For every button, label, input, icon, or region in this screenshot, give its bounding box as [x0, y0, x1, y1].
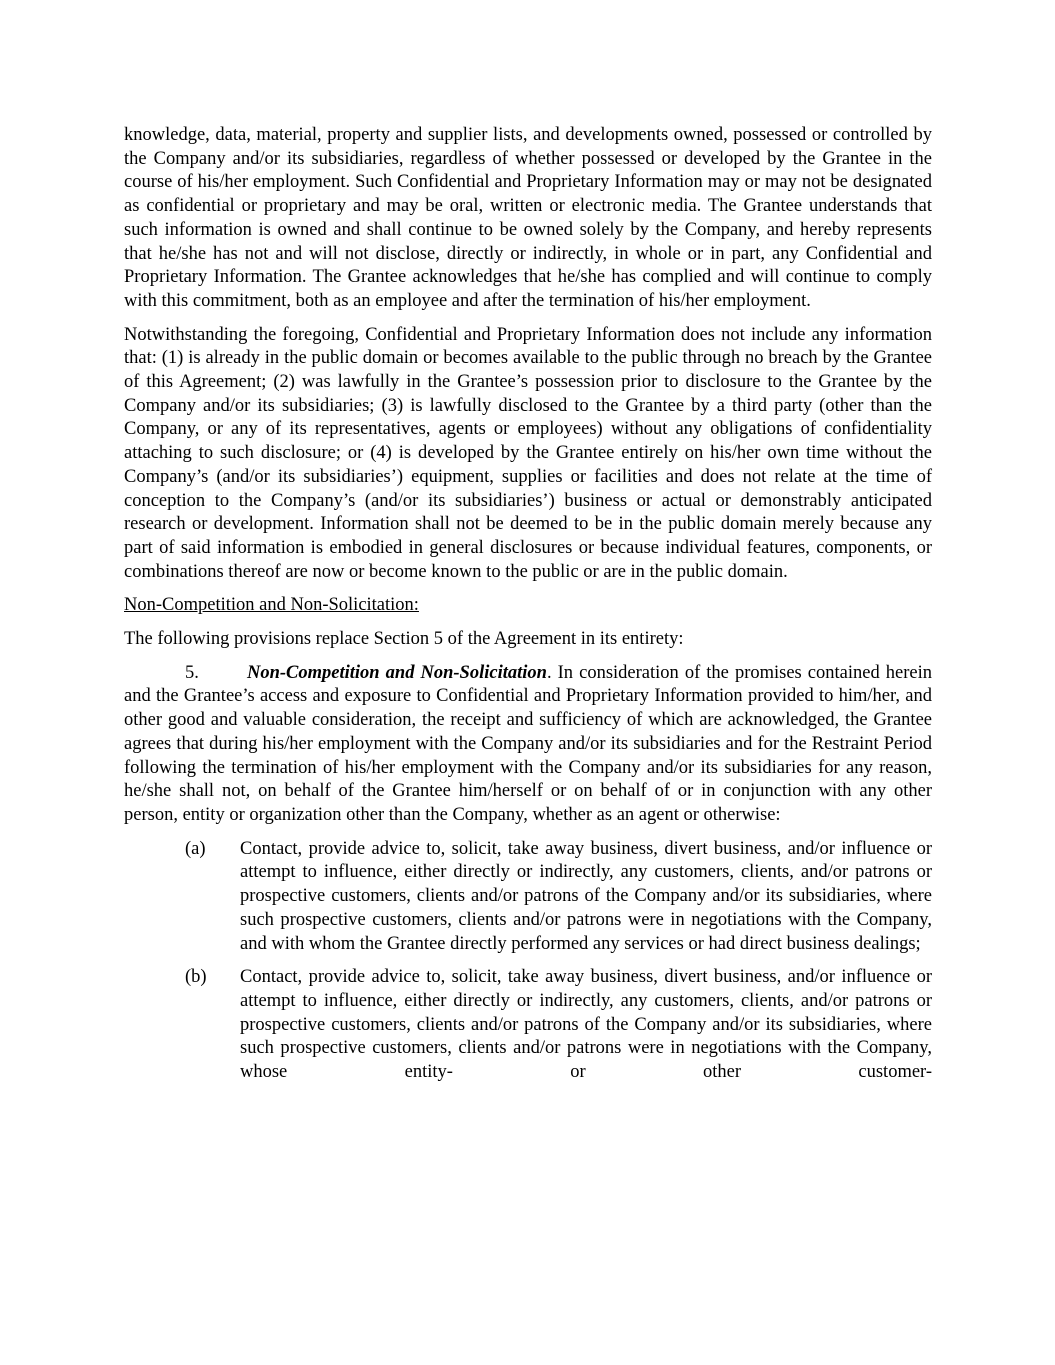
exclusions-paragraph: Notwithstanding the foregoing, Confidential and Proprietary Information does not include any information that: (1) is already in the public domain or becomes available to the public through no breach by the Grantee of this Agreement; (2) was lawfully in the Grantee’s possession prior to disclosure to the Grantee by the Company and/or its subsidiaries; (3) is lawfully disclosed to the Grantee by a third party (other than the Company, or any of its representatives, agents or employees) without any obligations of confidentiality attaching to such disclosure; or (4) is developed by the Grantee entirely on his/her own time without the Company’s (and/or its subsidiaries’) equipment, supplies or facilities and does not relate at the time of conception to the Company’s (and/or its subsidiaries’) business or actual or demonstrably anticipated research or development. Information shall not be deemed to be in the public domain merely because any part of said information is embodied in general disclosures or because individual features, components, or combinations thereof are now or become known to the public or are in the public domain. — [124, 324, 932, 582]
section-title: Non-Competition and Non-Solicitation — [247, 662, 547, 683]
confidentiality-paragraph: knowledge, data, material, property and supplier lists, and developments owned, possessed or controlled by the Company and/or its subsidiaries, regardless of whether possessed or developed by the Grantee in the course of his/her employment. Such Confidential and Proprietary Information may or may not be designated as confidential or proprietary and may be oral, written or electronic media. The Grantee understands that such information is owned and shall continue to be owned solely by the Company, and hereby represents that he/she has not and will not disclose, directly or indirectly, in whole or in part, any Confidential and Proprietary Information. The Grantee acknowledges that he/she has complied and will continue to comply with this commitment, both as an employee and after the termination of his/her employment. — [124, 125, 932, 311]
list-item-label: (b) — [185, 967, 207, 988]
list-item — [124, 966, 932, 1085]
section-number: 5. — [185, 662, 199, 683]
list-item-label: (a) — [185, 838, 206, 859]
list-item-text: Contact, provide advice to, solicit, take away business, divert business, and/or influence or attempt to influence, either directly or indirectly, any customers, clients, and/or patrons or prospective customers, clients and/or patrons of the Company and/or its subsidiaries, where such prospective customers, clients and/or patrons were in negotiations with the Company, whose entity- or other customer- — [240, 967, 932, 1083]
section-title-suffix: . — [546, 662, 552, 683]
section-heading: Non-Competition and Non-Solicitation: — [124, 595, 419, 616]
section-5-paragraph — [124, 662, 932, 828]
document-page — [124, 124, 932, 1095]
list-item-text: Contact, provide advice to, solicit, take away business, divert business, and/or influence or attempt to influence, either directly or indirectly, any customers, clients, and/or patrons or prospective customers, clients and/or patrons of the Company and/or its subsidiaries, where such prospective customers, clients and/or patrons were in negotiations with the Company, and with whom the Grantee directly performed any services or had direct business dealings; — [240, 838, 932, 954]
intro-paragraph: The following provisions replace Section 5 of the Agreement in its entirety: — [124, 629, 684, 650]
list-item — [124, 838, 932, 957]
section-body: In consideration of the promises contained herein and the Grantee’s access and exposure to Confidential and Proprietary Information provided to him/her, and other good and valuable consideration, the receipt and sufficiency of which are acknowledged, the Grantee agrees that during his/her employment with the Company and/or its subsidiaries and for the Restraint Period following the termination of his/her employment with the Company and/or its subsidiaries for any reason, he/she shall not, on behalf of the Grantee him/herself or on behalf of or in conjunction with any other person, entity or organization other than the Company, whether as an agent or otherwise: — [124, 662, 933, 825]
